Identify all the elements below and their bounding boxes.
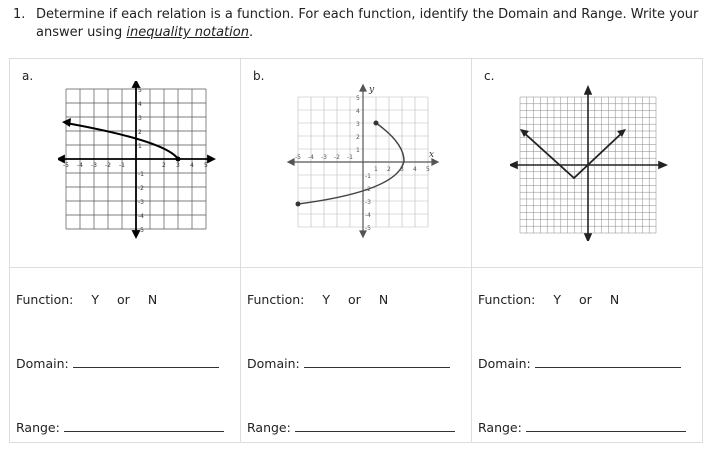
svg-text:-4: -4 [77,162,83,169]
svg-text:3: 3 [176,162,180,169]
svg-text:-4: -4 [138,213,144,220]
svg-text:-2: -2 [138,185,144,192]
answer-cell-a [10,268,241,443]
graph-b-curve [298,123,404,204]
svg-text:-1: -1 [347,154,353,161]
graph-c-v-line [522,131,624,178]
function-no-b[interactable]: N [378,292,389,307]
domain-row-b: Domain: [247,356,450,371]
svg-text:-5: -5 [365,225,371,232]
svg-text:2: 2 [138,129,142,136]
question-number: 1. [13,7,26,22]
graph-letter-a: a. [22,69,34,83]
range-row-a: Range: [16,420,224,435]
svg-text:4: 4 [413,166,417,173]
svg-text:-1: -1 [365,173,371,180]
graph-cell-b [241,59,472,268]
svg-text:2: 2 [162,162,166,169]
graph-letter-c: c. [484,69,495,83]
range-row-c: Range: [478,420,686,435]
svg-text:-3: -3 [321,154,327,161]
svg-text:-3: -3 [91,162,97,169]
svg-text:5: 5 [426,166,430,173]
svg-text:3: 3 [138,115,142,122]
svg-text:5: 5 [204,162,208,169]
graph-c [510,81,670,241]
domain-row-a: Domain: [16,356,219,371]
question-text-line1: Determine if each relation is a function. For each function, identify the Domain and Range. Write your [36,7,699,22]
graph-b-endpoint-top [374,121,379,126]
worksheet-grid [9,58,703,443]
domain-blank-c[interactable] [535,366,681,368]
range-blank-b[interactable] [295,430,455,432]
svg-text:5: 5 [138,87,142,94]
svg-text:-4: -4 [365,212,371,219]
svg-text:4: 4 [190,162,194,169]
range-blank-c[interactable] [526,430,686,432]
graph-b [286,81,446,241]
function-choice-c: Function: Y or N [478,292,620,307]
answer-cell-b [241,268,472,443]
domain-row-c: Domain: [478,356,681,371]
range-blank-a[interactable] [64,430,224,432]
svg-text:-4: -4 [308,154,314,161]
svg-text:-5: -5 [138,227,144,234]
svg-text:1: 1 [356,147,360,154]
svg-text:-2: -2 [365,186,371,193]
question-text-line2: answer using inequality notation. [36,25,254,40]
svg-text:-2: -2 [334,154,340,161]
svg-text:-1: -1 [119,162,125,169]
graph-b-endpoint-bottom [296,202,301,207]
svg-text:3: 3 [400,166,404,173]
svg-text:-2: -2 [105,162,111,169]
domain-blank-a[interactable] [73,366,219,368]
domain-blank-b[interactable] [304,366,450,368]
graph-a-endpoint [176,157,181,162]
svg-text:-3: -3 [365,199,371,206]
answer-cell-c [472,268,703,443]
function-choice-a: Function: Y or N [16,292,158,307]
function-no-c[interactable]: N [609,292,620,307]
graph-a-arrowhead [62,118,71,127]
graph-letter-b: b. [253,69,265,83]
svg-text:-3: -3 [138,199,144,206]
function-yes-b[interactable]: Y [322,292,331,307]
function-yes-c[interactable]: Y [553,292,562,307]
function-choice-b: Function: Y or N [247,292,389,307]
function-yes-a[interactable]: Y [91,292,100,307]
svg-text:4: 4 [138,101,142,108]
svg-text:1: 1 [374,166,378,173]
svg-text:-5: -5 [63,162,69,169]
svg-text:-1: -1 [138,171,144,178]
svg-text:1: 1 [138,143,142,150]
inequality-notation-link: inequality notation [126,25,249,40]
graph-a-axes [58,81,214,237]
svg-text:4: 4 [356,108,360,115]
graph-b-y-axis-label: y [369,85,375,95]
svg-text:2: 2 [356,134,360,141]
svg-text:5: 5 [356,95,360,102]
svg-text:2: 2 [387,166,391,173]
graph-cell-c [472,59,703,268]
graph-b-x-axis-label: x [429,150,435,160]
function-no-a[interactable]: N [147,292,158,307]
graph-a [58,81,220,241]
graph-cell-a [10,59,241,268]
svg-text:-5: -5 [295,154,301,161]
range-row-b: Range: [247,420,455,435]
svg-text:3: 3 [356,121,360,128]
